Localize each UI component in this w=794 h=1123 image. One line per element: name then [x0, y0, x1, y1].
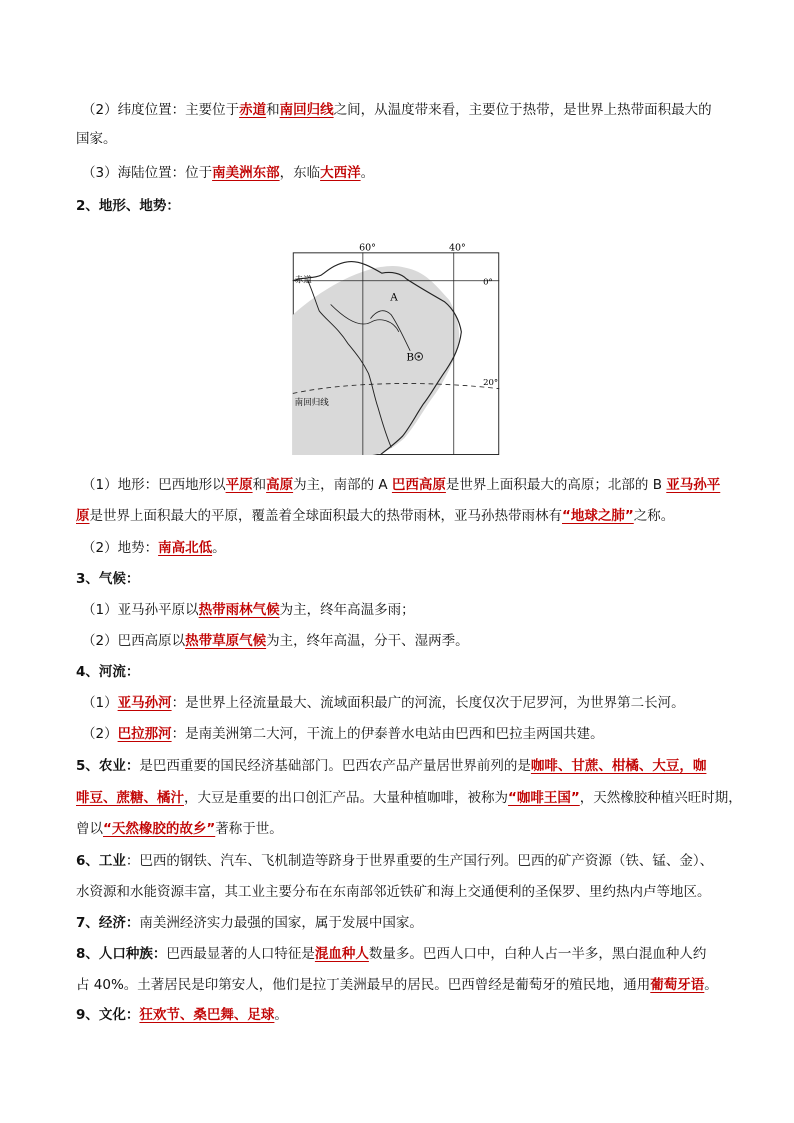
tropic-label: 南回归线 — [294, 397, 329, 408]
label-b: B — [406, 351, 415, 364]
section-title-climate: 3、气候： — [76, 571, 140, 587]
latitude-paragraph: （2）纬度位置：主要位于赤道和南回归线之间，从温度带来看，主要位于热带，是世界上热带面积最大的 — [82, 102, 712, 118]
culture-paragraph: 9、文化：狂欢节、桑巴舞、足球。 — [76, 1007, 288, 1023]
sea-land-paragraph: （3）海陆位置：位于南美洲东部，东临大西洋。 — [82, 165, 375, 181]
brazil-map — [287, 241, 505, 455]
highlight-tropic: 南回归线 — [279, 102, 334, 118]
population-paragraph: 8、人口种族：巴西最显著的人口特征是混血种人数量多。巴西人口中，白种人占一半多，黑白混血种人约 — [76, 946, 707, 962]
lat-0-label: 0° — [483, 277, 493, 288]
lon-40-label: 40° — [449, 242, 466, 254]
lon-60-label: 60° — [359, 242, 376, 254]
section-title-rivers: 4、河流： — [76, 664, 140, 680]
lat-20-label: 20° — [483, 377, 499, 388]
climate-paragraph-1: （1）亚马孙平原以热带雨林气候为主，终年高温多雨； — [82, 602, 415, 618]
section-title-terrain: 2、地形、地势： — [76, 198, 180, 214]
label-a: A — [390, 291, 398, 304]
industry-paragraph-cont: 水资源和水能资源丰富，其工业主要分布在东南部邻近铁矿和海上交通便利的圣保罗、里约热内卢等地区。 — [76, 884, 711, 900]
terrain-paragraph: （1）地形：巴西地形以平原和高原为主，南部的 A 巴西高原是世界上面积最大的高原；北部的 B 亚马孙平 — [82, 477, 721, 493]
agriculture-paragraph: 5、农业：是巴西重要的国民经济基础部门。巴西农产品产量居世界前列的是咖啡、甘蔗、柑橘、大豆，咖 — [76, 758, 707, 774]
climate-paragraph-2: （2）巴西高原以热带草原气候为主，终年高温，分干、湿两季。 — [82, 633, 469, 649]
slope-paragraph: （2）地势：南高北低。 — [82, 540, 226, 556]
agriculture-paragraph-cont: 啡豆、蔗糖、橘汁，大豆是重要的出口创汇产品。大量种植咖啡，被称为“咖啡王国”，天然橡胶种植兴旺时期， — [76, 790, 742, 806]
latitude-paragraph-cont: 国家。 — [76, 131, 117, 147]
river-paragraph-1: （1）亚马孙河：是世界上径流量最大、流域面积最广的河流，长度仅次于尼罗河，为世界第二长河。 — [82, 695, 685, 711]
terrain-paragraph-cont: 原是世界上面积最大的平原，覆盖着全球面积最大的热带雨林，亚马孙热带雨林有“地球之肺”之称。 — [76, 508, 675, 524]
river-paragraph-2: （2）巴拉那河：是南美洲第二大河，干流上的伊泰普水电站由巴西和巴拉圭两国共建。 — [82, 726, 604, 742]
economy-paragraph: 7、经济：南美洲经济实力最强的国家，属于发展中国家。 — [76, 915, 423, 931]
agriculture-paragraph-end: 曾以“天然橡胶的故乡”著称于世。 — [76, 821, 283, 837]
population-paragraph-cont: 占 40%。土著居民是印第安人，他们是拉丁美洲最早的居民。巴西曾经是葡萄牙的殖民地，通用葡萄牙语。 — [76, 977, 718, 993]
highlight-equator: 赤道 — [239, 102, 267, 118]
equator-label: 赤道 — [294, 275, 312, 286]
industry-paragraph: 6、工业：巴西的钢铁、汽车、飞机制造等跻身于世界重要的生产国行列。巴西的矿产资源（铁、锰、金）、 — [76, 853, 714, 869]
